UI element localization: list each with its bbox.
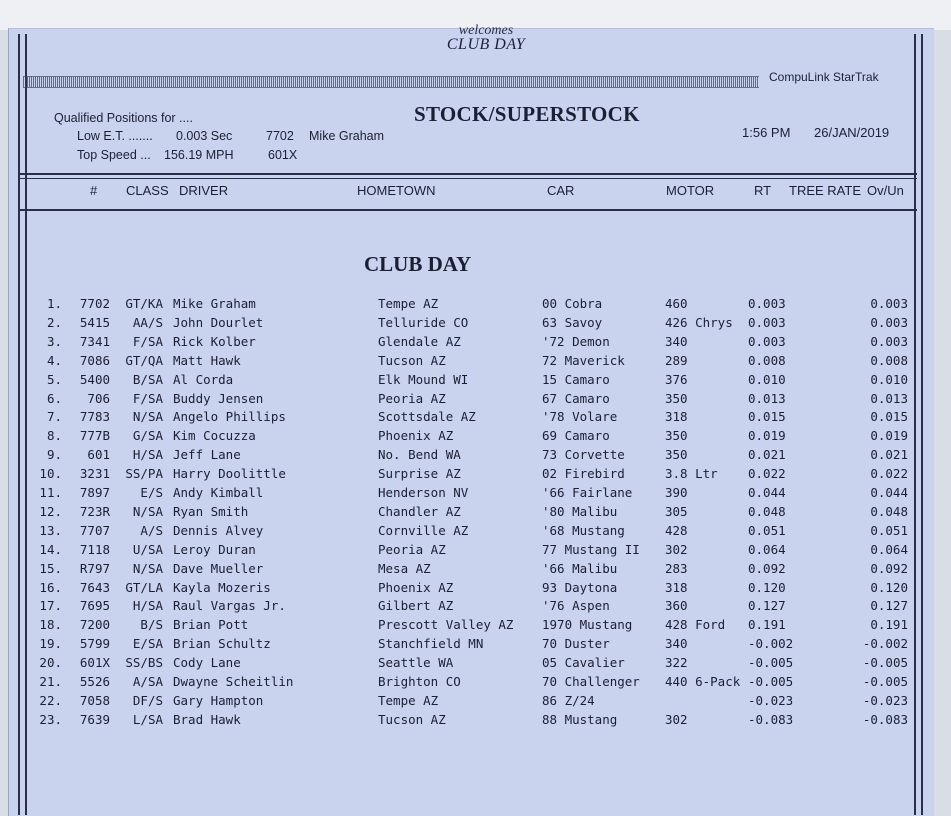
col-header-hometown: HOMETOWN [357, 183, 436, 198]
row-hometown: Phoenix AZ [378, 428, 454, 444]
row-position: 9. [46, 447, 62, 463]
row-car: 15 Camaro [542, 371, 610, 387]
row-hometown: Cornville AZ [378, 522, 469, 538]
row-car-number: 7058 [79, 692, 110, 708]
row-position: 6. [46, 390, 62, 406]
top-speed-value: 156.19 MPH [164, 148, 234, 162]
row-car: 1970 Mustang [542, 617, 633, 633]
row-hometown: Mesa AZ [378, 560, 431, 576]
row-motor: 428 [665, 522, 688, 538]
row-hometown: Glendale AZ [378, 333, 461, 349]
table-row [0, 372, 951, 391]
table-row [0, 334, 951, 353]
row-ov-un: -0.083 [862, 711, 908, 727]
row-car-number: 7086 [79, 352, 110, 368]
row-car: 72 Maverick [542, 352, 625, 368]
row-class: H/SA [132, 447, 163, 463]
row-hometown: Gilbert AZ [378, 598, 454, 614]
row-driver: Ryan Smith [173, 503, 249, 519]
table-row [0, 674, 951, 693]
row-ov-un: 0.003 [870, 333, 908, 349]
table-row [0, 485, 951, 504]
row-car: 93 Daytona [542, 579, 618, 595]
row-car-number: 723R [79, 503, 110, 519]
col-header-ov-un: Ov/Un [867, 183, 904, 198]
table-row [0, 542, 951, 561]
row-driver: Leroy Duran [173, 541, 256, 557]
row-ov-un: 0.008 [870, 352, 908, 368]
row-car-number: 7341 [79, 333, 110, 349]
row-motor: 426 Chrys [665, 314, 733, 330]
header-rule-bottom [20, 209, 917, 211]
row-motor: 340 [665, 636, 688, 652]
row-driver: Harry Doolittle [173, 466, 286, 482]
row-motor: 390 [665, 485, 688, 500]
row-class: E/SA [132, 636, 163, 652]
row-car: 02 Firebird [542, 466, 625, 482]
table-row [0, 504, 951, 523]
row-class: F/SA [132, 390, 163, 406]
row-rt: 0.044 [748, 485, 786, 500]
row-rt: 0.010 [748, 371, 786, 387]
row-rt: 0.092 [748, 560, 786, 576]
low-et-driver: Mike Graham [309, 129, 385, 143]
row-position: 15. [39, 560, 62, 576]
row-position: 3. [46, 333, 62, 349]
col-header-tree-rate: TREE RATE [789, 183, 861, 198]
row-ov-un: 0.048 [870, 503, 908, 519]
row-rt: -0.005 [748, 655, 794, 671]
row-rt: 0.008 [748, 352, 786, 368]
row-hometown: Peoria AZ [378, 541, 446, 557]
table-row [0, 655, 951, 674]
row-class: AA/S [132, 314, 163, 330]
row-driver: Cody Lane [173, 655, 241, 671]
row-car-number: R797 [79, 560, 110, 576]
table-row [0, 296, 951, 315]
row-class: N/SA [132, 560, 163, 576]
row-position: 7. [46, 409, 62, 425]
row-ov-un: 0.015 [870, 409, 908, 425]
row-rt: 0.048 [748, 503, 786, 519]
row-car: '72 Demon [542, 333, 610, 349]
row-class: SS/PA [125, 466, 163, 482]
row-position: 21. [39, 674, 62, 689]
row-car: 73 Corvette [542, 447, 625, 463]
row-class: U/SA [132, 541, 163, 557]
row-car-number: 601X [79, 655, 110, 671]
table-row [0, 561, 951, 580]
table-row [0, 428, 951, 447]
section-title: CLUB DAY [364, 252, 472, 276]
row-hometown: Tucson AZ [378, 711, 446, 727]
row-class: GT/KA [125, 296, 163, 311]
header-rule-top [20, 173, 917, 175]
row-car-number: 7643 [79, 579, 110, 595]
row-car-number: 7702 [79, 296, 110, 311]
row-rt: 0.191 [748, 617, 786, 633]
row-ov-un: 0.044 [870, 485, 908, 500]
row-car-number: 7118 [79, 541, 110, 557]
row-position: 4. [46, 352, 62, 368]
row-position: 8. [46, 428, 62, 444]
row-driver: Kim Cocuzza [173, 428, 256, 444]
row-motor: 302 [665, 541, 688, 557]
row-car-number: 3231 [79, 466, 110, 482]
row-class: SS/BS [125, 655, 163, 671]
row-motor: 318 [665, 409, 688, 425]
row-hometown: Peoria AZ [378, 390, 446, 406]
row-position: 5. [46, 371, 62, 387]
row-motor: 283 [665, 560, 688, 576]
row-motor: 360 [665, 598, 688, 614]
low-et-value: 0.003 Sec [176, 129, 233, 143]
col-header-num: # [90, 183, 98, 198]
row-ov-un: -0.005 [862, 655, 908, 671]
row-position: 22. [39, 692, 62, 708]
col-header-class: CLASS [126, 183, 169, 198]
row-hometown: Prescott Valley AZ [378, 617, 514, 633]
row-class: GT/LA [125, 579, 163, 595]
row-ov-un: 0.120 [870, 579, 908, 595]
row-driver: Brad Hawk [173, 711, 241, 727]
row-car: 86 Z/24 [542, 692, 595, 708]
row-driver: Al Corda [173, 371, 234, 387]
row-driver: Kayla Mozeris [173, 579, 271, 595]
row-hometown: Telluride CO [378, 314, 469, 330]
event-name: CLUB DAY [446, 36, 526, 53]
row-ov-un: -0.002 [862, 636, 908, 652]
row-driver: Matt Hawk [173, 352, 241, 368]
row-rt: -0.005 [748, 674, 794, 689]
row-driver: Dwayne Scheitlin [173, 674, 294, 689]
row-motor: 318 [665, 579, 688, 595]
row-motor: 322 [665, 655, 688, 671]
row-class: F/SA [132, 333, 163, 349]
row-hometown: Scottsdale AZ [378, 409, 476, 425]
row-hometown: Henderson NV [378, 485, 469, 500]
row-position: 16. [39, 579, 62, 595]
row-motor: 350 [665, 447, 688, 463]
row-car: 67 Camaro [542, 390, 610, 406]
row-car-number: 601 [87, 447, 110, 463]
row-hometown: Elk Mound WI [378, 371, 469, 387]
row-rt: 0.003 [748, 296, 786, 311]
row-position: 12. [39, 503, 62, 519]
row-hometown: No. Bend WA [378, 447, 461, 463]
row-motor: 302 [665, 711, 688, 727]
row-class: A/SA [132, 674, 163, 689]
row-class: H/SA [132, 598, 163, 614]
row-hometown: Phoenix AZ [378, 579, 454, 595]
row-rt: 0.127 [748, 598, 786, 614]
row-motor: 350 [665, 390, 688, 406]
row-ov-un: -0.023 [862, 692, 908, 708]
row-car: 70 Duster [542, 636, 610, 652]
row-car: 70 Challenger [542, 674, 640, 689]
row-ov-un: 0.092 [870, 560, 908, 576]
row-driver: Jeff Lane [173, 447, 241, 463]
row-car-number: 7783 [79, 409, 110, 425]
row-car: '78 Volare [542, 409, 618, 425]
row-driver: Brian Schultz [173, 636, 271, 652]
row-rt: 0.021 [748, 447, 786, 463]
row-hometown: Tempe AZ [378, 296, 439, 311]
row-hometown: Seattle WA [378, 655, 454, 671]
table-row [0, 523, 951, 542]
row-driver: Buddy Jensen [173, 390, 264, 406]
row-ov-un: 0.013 [870, 390, 908, 406]
row-car-number: 7200 [79, 617, 110, 633]
row-position: 23. [39, 711, 62, 727]
row-hometown: Tucson AZ [378, 352, 446, 368]
table-row [0, 693, 951, 712]
row-car-number: 7695 [79, 598, 110, 614]
row-driver: Raul Vargas Jr. [173, 598, 286, 614]
row-position: 2. [46, 314, 62, 330]
row-class: B/S [140, 617, 163, 633]
row-rt: 0.015 [748, 409, 786, 425]
row-car: 63 Savoy [542, 314, 603, 330]
row-position: 19. [39, 636, 62, 652]
row-car-number: 777B [79, 428, 110, 444]
row-car-number: 7897 [79, 485, 110, 500]
table-row [0, 466, 951, 485]
col-header-rt: RT [754, 183, 772, 198]
table-row [0, 636, 951, 655]
row-car: '66 Fairlane [542, 485, 633, 500]
row-ov-un: 0.127 [870, 598, 908, 614]
top-speed-car: 601X [268, 148, 298, 162]
table-row [0, 617, 951, 636]
row-rt: 0.064 [748, 541, 786, 557]
row-hometown: Tempe AZ [378, 692, 439, 708]
row-rt: 0.003 [748, 314, 786, 330]
row-hometown: Stanchfield MN [378, 636, 484, 652]
row-driver: Dennis Alvey [173, 522, 264, 538]
row-ov-un: 0.064 [870, 541, 908, 557]
top-speed-label: Top Speed ... [77, 148, 151, 162]
row-motor: 460 [665, 296, 688, 311]
page-title: STOCK/SUPERSTOCK [414, 102, 640, 126]
col-header-car: CAR [547, 183, 575, 198]
row-motor: 340 [665, 333, 688, 349]
qualified-label: Qualified Positions for .... [54, 111, 193, 125]
row-car: 88 Mustang [542, 711, 618, 727]
row-car: '76 Aspen [542, 598, 610, 614]
row-car: 77 Mustang II [542, 541, 640, 557]
row-hometown: Surprise AZ [378, 466, 461, 482]
row-driver: Mike Graham [173, 296, 256, 311]
row-rt: 0.003 [748, 333, 786, 349]
row-class: B/SA [132, 371, 163, 387]
row-motor: 440 6-Pack [665, 674, 741, 689]
row-motor: 305 [665, 503, 688, 519]
row-car-number: 5400 [79, 371, 110, 387]
table-row [0, 353, 951, 372]
row-ov-un: -0.005 [862, 674, 908, 689]
row-ov-un: 0.019 [870, 428, 908, 444]
row-driver: Gary Hampton [173, 692, 264, 708]
row-ov-un: 0.051 [870, 522, 908, 538]
row-position: 17. [39, 598, 62, 614]
row-motor: 376 [665, 371, 688, 387]
row-rt: 0.013 [748, 390, 786, 406]
row-rt: 0.120 [748, 579, 786, 595]
table-row [0, 409, 951, 428]
row-hometown: Chandler AZ [378, 503, 461, 519]
row-class: G/SA [132, 428, 163, 444]
col-header-driver: DRIVER [179, 183, 229, 198]
row-motor: 3.8 Ltr [665, 466, 718, 482]
report-date: 26/JAN/2019 [814, 125, 890, 140]
row-class: A/S [140, 522, 163, 538]
row-class: N/SA [132, 409, 163, 425]
row-driver: Rick Kolber [173, 333, 256, 349]
row-driver: Dave Mueller [173, 560, 264, 576]
table-row [0, 391, 951, 410]
row-car-number: 5415 [79, 314, 110, 330]
row-driver: Andy Kimball [173, 485, 264, 500]
row-position: 10. [39, 466, 62, 482]
table-row [0, 315, 951, 334]
table-row [0, 580, 951, 599]
table-row [0, 598, 951, 617]
table-row [0, 447, 951, 466]
row-ov-un: 0.191 [870, 617, 908, 633]
row-car-number: 706 [87, 390, 110, 406]
row-car: '80 Malibu [542, 503, 618, 519]
col-header-motor: MOTOR [666, 183, 715, 198]
row-class: GT/QA [125, 352, 163, 368]
row-motor: 428 Ford [665, 617, 726, 633]
row-car-number: 5799 [79, 636, 110, 652]
row-driver: John Dourlet [173, 314, 264, 330]
row-car: 05 Cavalier [542, 655, 625, 671]
row-ov-un: 0.021 [870, 447, 908, 463]
row-motor: 350 [665, 428, 688, 444]
row-ov-un: 0.003 [870, 314, 908, 330]
row-class: N/SA [132, 503, 163, 519]
header-rule-top-thin [20, 178, 917, 179]
row-position: 11. [39, 485, 62, 500]
welcomes-text: welcomes [458, 23, 514, 38]
row-rt: 0.019 [748, 428, 786, 444]
row-class: L/SA [132, 711, 163, 727]
row-ov-un: 0.010 [870, 371, 908, 387]
row-class: DF/S [132, 692, 163, 708]
row-position: 18. [39, 617, 62, 633]
row-ov-un: 0.003 [870, 296, 908, 311]
row-rt: 0.051 [748, 522, 786, 538]
dotted-separator [23, 76, 759, 88]
row-ov-un: 0.022 [870, 466, 908, 482]
row-rt: 0.022 [748, 466, 786, 482]
row-car-number: 5526 [79, 674, 110, 689]
row-rt: -0.023 [748, 692, 794, 708]
row-position: 13. [39, 522, 62, 538]
row-car-number: 7707 [79, 522, 110, 538]
row-rt: -0.083 [748, 711, 794, 727]
row-car: '66 Malibu [542, 560, 618, 576]
row-position: 20. [39, 655, 62, 671]
row-driver: Brian Pott [173, 617, 249, 633]
table-row [0, 712, 951, 731]
row-hometown: Brighton CO [378, 674, 461, 689]
row-car: 00 Cobra [542, 296, 603, 311]
brand-label: CompuLink StarTrak [769, 70, 879, 84]
row-rt: -0.002 [748, 636, 794, 652]
row-class: E/S [140, 485, 163, 500]
row-car: '68 Mustang [542, 522, 625, 538]
report-time: 1:56 PM [742, 125, 791, 140]
row-driver: Angelo Phillips [173, 409, 286, 425]
low-et-car: 7702 [266, 129, 294, 143]
low-et-label: Low E.T. ....... [77, 129, 153, 143]
row-position: 14. [39, 541, 62, 557]
row-car: 69 Camaro [542, 428, 610, 444]
row-position: 1. [46, 296, 62, 311]
row-car-number: 7639 [79, 711, 110, 727]
row-motor: 289 [665, 352, 688, 368]
